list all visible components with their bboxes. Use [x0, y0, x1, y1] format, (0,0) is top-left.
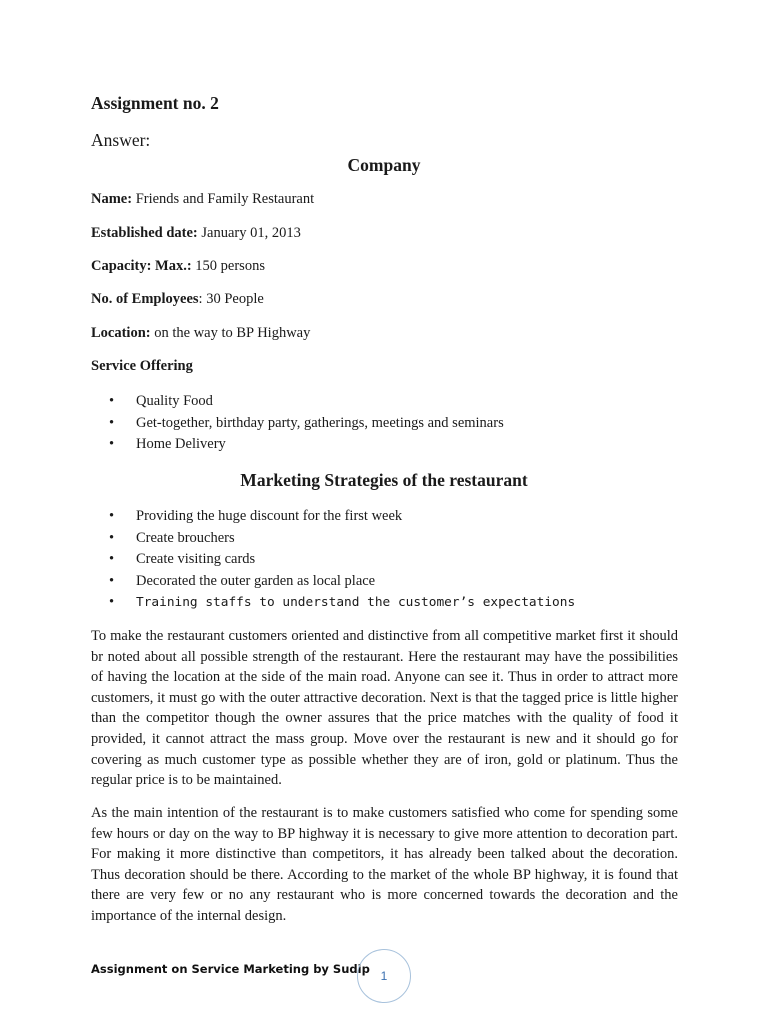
assignment-title: Assignment no. 2	[91, 93, 219, 113]
bullet-icon: •	[109, 436, 115, 452]
bullet-icon: •	[109, 393, 115, 409]
list-item	[109, 528, 575, 550]
field-label: Location:	[91, 325, 151, 341]
bullet-icon: •	[109, 594, 115, 610]
field-label: Name:	[91, 191, 133, 207]
answer-label: Answer:	[91, 130, 151, 150]
list-item	[109, 549, 575, 571]
field-established-date	[91, 225, 301, 242]
field-value: : 30 People	[198, 291, 264, 307]
field-value: 150 persons	[191, 258, 265, 274]
service-offering-heading: Service Offering	[91, 358, 193, 374]
list-item	[109, 592, 575, 614]
footer-text: Assignment on Service Marketing by Sudip	[91, 962, 370, 976]
field-label: Capacity: Max.:	[91, 258, 192, 274]
marketing-heading: Marketing Strategies of the restaurant	[240, 470, 528, 490]
paragraph: To make the restaurant customers oriented and distinctive from all competitive market first it should br noted about all possible strength of the restaurant. Here the restaurant may have the possibilities of having the location at the side of the main road. Anyone can see it. Thus in order to attract more customers, it must go with the outer attractive decoration. Next is that the tagged price is little higher than the competitor though the owner assures that the price matches with the quality of food it provided, it cannot attract the mass group. Move over the restaurant is new and it should go for covering as much customer type as possible whether they are of iron, gold or platinum. Thus the regular price is to be maintained.	[91, 628, 678, 789]
list-item	[109, 391, 504, 413]
field-label: Established date:	[91, 225, 198, 241]
list-item	[109, 571, 575, 593]
bullet-icon: •	[109, 551, 115, 567]
bullet-icon: •	[109, 572, 115, 589]
strategy-list	[109, 506, 575, 614]
list-item-text: Create visiting cards	[136, 551, 256, 567]
list-item-text: Training staffs to understand the customer’s expectations	[136, 595, 576, 610]
field-value: Friends and Family Restaurant	[132, 191, 315, 207]
list-item-text: Decorated the outer garden as local place	[136, 572, 376, 589]
bullet-icon: •	[109, 529, 115, 546]
page-number-badge	[357, 949, 411, 1003]
field-name	[91, 191, 314, 208]
list-item-text: Home Delivery	[136, 436, 226, 452]
field-value: on the way to BP Highway	[150, 325, 311, 341]
list-item-text: Providing the huge discount for the first week	[136, 508, 403, 524]
field-value: January 01, 2013	[197, 225, 301, 241]
field-location	[91, 325, 310, 342]
paragraph: As the main intention of the restaurant is to make customers satisfied who come for spending some few hours or day on the way to BP highway it is necessary to give more attention to decoration part. For making it more distinctive than competitors, it has already been talked about the decoration. Thus decoration should be there. According to the market of the whole BP highway, it is found that there are very few or no any restaurant who is more concerned towards the decoration and the importance of the internal design.	[91, 805, 678, 924]
company-heading: Company	[347, 155, 421, 175]
list-item	[109, 434, 504, 456]
page-number: 1	[380, 969, 388, 983]
list-item-text: Create brouchers	[136, 529, 235, 546]
list-item	[109, 413, 504, 435]
field-capacity	[91, 258, 265, 275]
list-item-text: Get-together, birthday party, gatherings, meetings and seminars	[136, 414, 504, 431]
field-label: No. of Employees	[91, 291, 199, 307]
bullet-icon: •	[109, 414, 115, 431]
bullet-icon: •	[109, 508, 115, 524]
list-item-text: Quality Food	[136, 393, 213, 409]
list-item	[109, 506, 575, 528]
service-list	[109, 391, 504, 456]
field-employees	[91, 291, 264, 308]
